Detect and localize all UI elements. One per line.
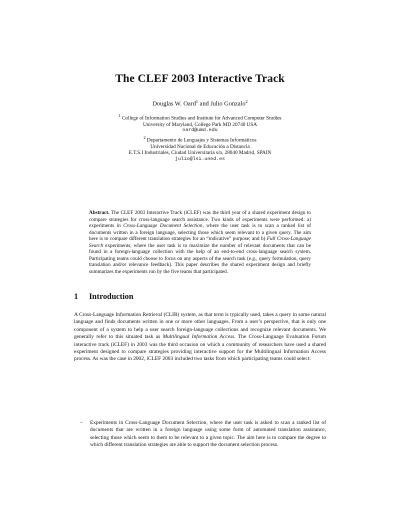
affiliation-line: $^1$ College of Information Studies and Institute for Advanced Computer Studies bbox=[118, 113, 282, 122]
affiliation-mark: 1 bbox=[118, 113, 121, 118]
body-text: A Cross-Language Information Retrieval (CLIR) system, as that term is typically used, takes a query in some natural language and finds documents written in one or more other languages. From a user’s perspective, that is only one component of a system to help a user search foreign-language collections and recognize relevant documents. We generally refer to this situated task as bbox=[74, 312, 326, 341]
abstract-text: The CLEF 2003 Interactive Track (iCLEF) was the third year of a shared experiment design to compare strategies for cross-language search assistance. Two kinds of experiments were performed: a) experiments in bbox=[89, 210, 311, 230]
abstract-text: experiments, where the user task is to maximize the number of relevant documents that can be found in a foreign-language collection with the help of an end-to-end cross-language search system. Participating teams could choose to focus on any aspects of the search task (e.g., query formulation, query translation and/or relevance feedback). This paper describes the shared experiment design and briefly summarizes the experiments run by the five teams that participated. bbox=[89, 242, 311, 275]
intro-paragraph bbox=[74, 312, 326, 364]
paper-title: The CLEF 2003 Interactive Track bbox=[115, 73, 285, 85]
abstract-emphasis: Cross-Language Document Selection bbox=[123, 223, 203, 230]
section-title: Introduction bbox=[89, 292, 134, 301]
affiliation-line: Universidad Nacional de Educación a Distancia bbox=[150, 143, 250, 150]
bullet-text: Experiments in Cross-Language Document Selection, where the user task is asked to scan a ranked list of documents that are written in a foreign language using some form of automated translation assistance, selecting those which seem to them to be relevant to a given topic. The aim here is to compare the degree to which different translation strategies are able to support the document selection process. bbox=[90, 420, 326, 449]
bullet-dash: – bbox=[80, 420, 83, 426]
affiliation-line: $^2$ Departamento de Lenguajes y Sistemas Informáticos bbox=[143, 135, 257, 144]
affiliation-line: University of Maryland, College Park MD 20740 USA bbox=[142, 121, 258, 128]
author-conjunction: and bbox=[198, 100, 211, 108]
affiliation-line: E.T.S.I Industriales, Ciudad Universitaria s/n, 28040 Madrid, SPAIN bbox=[128, 150, 272, 157]
affiliation-mark: 2 bbox=[245, 99, 248, 104]
affiliation-email: oard@umd.edu bbox=[182, 128, 218, 134]
affiliation-1 bbox=[0, 113, 400, 135]
abstract-emphasis: Full Cross-Language Search bbox=[89, 236, 312, 249]
author-name: Douglas W. Oard bbox=[152, 100, 196, 108]
body-text: . The Cross-Language Evaluation Forum interactive track (iCLEF) in 2003 was the third occasion on which a community of researchers have used a shared experiment designed to compare strategies providing interactive support for the Multilingual Information Access process. As was the case in 2002, iCLEF 2003 included two tasks from which participating teams could select: bbox=[74, 334, 326, 363]
affiliation-mark: 2 bbox=[143, 135, 146, 140]
affiliation-mark: 1 bbox=[195, 99, 199, 104]
author-name: Julio Gonzalo bbox=[210, 100, 246, 108]
abstract-text: , where the user task is to scan a ranked list of documents written in a foreign language, selecting those which seem relevant to a given query. The aim here is to compare different translation strategies for an “indicative” purpose; and b) bbox=[89, 223, 311, 243]
section-number: 1 bbox=[74, 292, 79, 301]
list-item bbox=[74, 420, 326, 450]
body-emphasis: Multilingual Information Access bbox=[162, 334, 235, 341]
affiliation-email: julio@lsi.uned.es bbox=[175, 156, 225, 162]
abstract-label: Abstract. bbox=[89, 210, 110, 216]
affiliation-2 bbox=[0, 135, 400, 163]
section-heading bbox=[74, 292, 133, 301]
abstract bbox=[89, 210, 311, 275]
author-line bbox=[0, 99, 400, 108]
